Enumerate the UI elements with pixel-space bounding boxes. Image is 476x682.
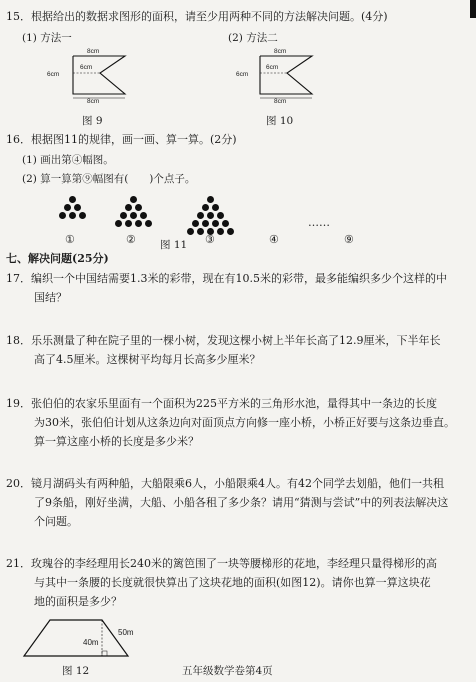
fig12-side-label: 50m: [118, 628, 134, 637]
section-title: 七、解决问题(25分): [6, 252, 109, 265]
q15-stem: 15．根据给出的数据求图形的面积，请至少用两种不同的方法解决问题。(4分): [6, 10, 388, 23]
dot: [217, 228, 224, 235]
dot: [74, 204, 81, 211]
figure-11: [0, 190, 476, 250]
dot: [197, 212, 204, 219]
fig9-bottom-label: 8cm: [87, 98, 100, 105]
dot: [212, 220, 219, 227]
dot: [207, 212, 214, 219]
dot: [79, 212, 86, 219]
dot: [197, 228, 204, 235]
fig12-height-label: 40m: [83, 638, 99, 647]
fig9-mid-label: 6cm: [80, 64, 93, 71]
q17-line2: 国结？: [34, 291, 67, 304]
q16-sub2: (2) 算一算第⑨幅图有( )个点子。: [22, 173, 196, 185]
dot: [140, 212, 147, 219]
dot: [115, 220, 122, 227]
q15-method2: (2) 方法二: [228, 32, 278, 44]
dot: [227, 228, 234, 235]
pattern-ellipsis: ……: [308, 216, 330, 229]
q21-line1: 21．玫瑰谷的李经理用长240米的篱笆围了一块等腰梯形的花地，李经理只量得梯形的高: [6, 557, 437, 570]
pattern-label-2: ②: [126, 233, 136, 246]
fig10-bottom-label: 8cm: [274, 98, 287, 105]
q18-line2: 高了4.5厘米。这棵树平均每月长高多少厘米？: [34, 353, 261, 366]
dot: [212, 204, 219, 211]
fig12-caption: 图 12: [62, 665, 90, 677]
fig9-left-label: 6cm: [47, 71, 60, 78]
dot: [130, 212, 137, 219]
dot: [130, 196, 137, 203]
q20-line1: 20．镜月湖码头有两种船，大船限乘6人，小船限乘4人。有42个同学去划船，他们一共租: [6, 477, 444, 490]
dot: [207, 196, 214, 203]
q17-line1: 17．编织一个中国结需要1.3米的彩带，现在有10.5米的彩带，最多能编织多少个这样的中: [6, 272, 447, 285]
q21-line3: 地的面积是多少？: [34, 595, 122, 608]
q19-line2: 为30米，张伯伯计划从这条边向对面顶点方向修一座小桥，小桥正好要与这条边垂直。: [34, 416, 455, 429]
fig11-caption: 图 11: [160, 239, 188, 251]
dot: [64, 204, 71, 211]
page-footer: 五年级数学卷第4页: [182, 665, 273, 677]
figure-12-shape: [20, 618, 140, 662]
dot: [145, 220, 152, 227]
fig9-caption: 图 9: [82, 115, 103, 127]
fig10-left-label: 6cm: [236, 71, 249, 78]
dot: [217, 212, 224, 219]
dot: [125, 220, 132, 227]
dot: [135, 220, 142, 227]
figure-10: [230, 46, 345, 118]
q21-line2: 与其中一条腰的长度就很快算出了这块花地的面积(如图12)。请你也算一算这块花: [34, 576, 431, 589]
dot: [135, 204, 142, 211]
dot: [69, 196, 76, 203]
q19-line1: 19．张伯伯的农家乐里面有一个面积为225平方米的三角形水池，量得其中一条边的长度: [6, 397, 437, 410]
dot: [222, 220, 229, 227]
dot: [187, 228, 194, 235]
q19-line3: 算一算这座小桥的长度是多少米？: [34, 435, 199, 448]
fig10-caption: 图 10: [266, 115, 294, 127]
q18-line1: 18．乐乐测量了种在院子里的一棵小树，发现这棵小树上半年长高了12.9厘米，下半年长: [6, 334, 441, 347]
dot: [202, 204, 209, 211]
fig10-mid-label: 6cm: [266, 64, 279, 71]
pattern-label-4: ④: [269, 233, 279, 246]
figure-12: [20, 618, 140, 662]
dot: [202, 220, 209, 227]
dot: [120, 212, 127, 219]
pattern-label-9: ⑨: [344, 233, 354, 246]
q16-stem: 16．根据图11的规律，画一画、算一算。(2分): [6, 133, 237, 146]
dot: [59, 212, 66, 219]
dot: [125, 204, 132, 211]
figure-9: [40, 46, 155, 118]
binding-edge-mark: [470, 0, 476, 18]
q15-method1: (1) 方法一: [22, 32, 72, 44]
dot: [69, 212, 76, 219]
q16-sub1: (1) 画出第④幅图。: [22, 154, 114, 166]
dot: [192, 220, 199, 227]
pattern-label-3: ③: [205, 233, 215, 246]
fig10-top-label: 8cm: [274, 48, 287, 55]
q20-line3: 个问题。: [34, 515, 78, 528]
pattern-label-1: ①: [65, 233, 75, 246]
fig9-top-label: 8cm: [87, 48, 100, 55]
q20-line2: 了9条船，刚好坐满，大船、小船各租了多少条？请用“猜测与尝试”中的列表法解决这: [34, 496, 449, 509]
